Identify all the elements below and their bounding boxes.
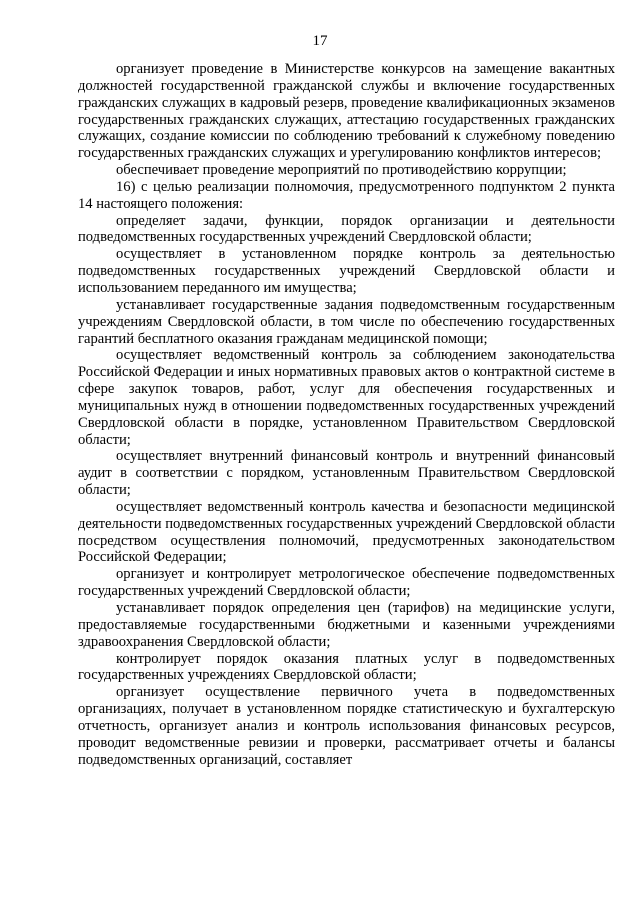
paragraph-procurement-control: осуществляет ведомственный контроль за соблюдением законодательства Российской Федерации и иных нормативных правовых актов о контрактной системе в сфере закупок товаров, работ, услуг для обеспечения государственных и муниципальных нужд в отношении подведомственных государственных учреждений Свердловской области в порядке, установленном Правительством Свердловской области; — [78, 347, 615, 448]
page-number: 17 — [312, 33, 328, 49]
paragraph-tasks-functions: определяет задачи, функции, порядок организации и деятельности подведомственных государственных учреждений Свердловской области; — [78, 212, 615, 246]
paragraph-pricing: устанавливает порядок определения цен (тарифов) на медицинские услуги, предоставляемые государственными бюджетными и казенными учреждениями здравоохранения Свердловской области; — [78, 600, 615, 650]
paragraph-metrology: организует и контролирует метрологическое обеспечение подведомственных государственных учреждений Свердловской области; — [78, 566, 615, 600]
paragraph-medical-quality-control: осуществляет ведомственный контроль качества и безопасности медицинской деятельности подведомственных государственных учреждений Свердловской области посредством осуществления полномочий, предусмотренных законодательством Российской Федерации; — [78, 498, 616, 566]
paragraph-item-16: 16) с целью реализации полномочия, предусмотренного подпунктом 2 пункта 14 настоящего положения: — [78, 178, 615, 212]
paragraph-anti-corruption: обеспечивает проведение мероприятий по противодействию коррупции; — [116, 162, 567, 179]
paragraph-accounting: организует осуществление первичного учета в подведомственных организациях, получает в установленном порядке статистическую и бухгалтерскую отчетность, организует анализ и контроль использования финансовых ресурсов, проводит ведомственные ревизии и проверки, рассматривает отчеты и балансы подведомственных организаций, составляет — [78, 684, 615, 768]
paragraph-activity-control: осуществляет в установленном порядке контроль за деятельностью подведомственных государственных учреждений Свердловской области и использованием переданного им имущества; — [78, 246, 615, 296]
paragraph-paid-services: контролирует порядок оказания платных услуг в подведомственных государственных учреждениях Свердловской области; — [78, 650, 615, 684]
paragraph-internal-audit: осуществляет внутренний финансовый контроль и внутренний финансовый аудит в соответствии с порядком, установленным Правительством Свердловской области; — [78, 448, 615, 499]
paragraph-state-assignments: устанавливает государственные задания подведомственным государственным учреждениям Свердловской области, в том числе по обеспечению государственных гарантий бесплатного оказания гражданам медицинской помощи; — [78, 296, 615, 347]
document-body — [78, 61, 615, 768]
paragraph-competitions: организует проведение в Министерстве конкурсов на замещение вакантных должностей государственной гражданской службы и включение государственных гражданских служащих в кадровый резерв, проведение квалификационных экзаменов государственных гражданских служащих, аттестацию государственных гражданских служащих, создание комиссии по соблюдению требований к служебному поведению государственных гражданских служащих и урегулированию конфликтов интересов; — [78, 61, 615, 162]
